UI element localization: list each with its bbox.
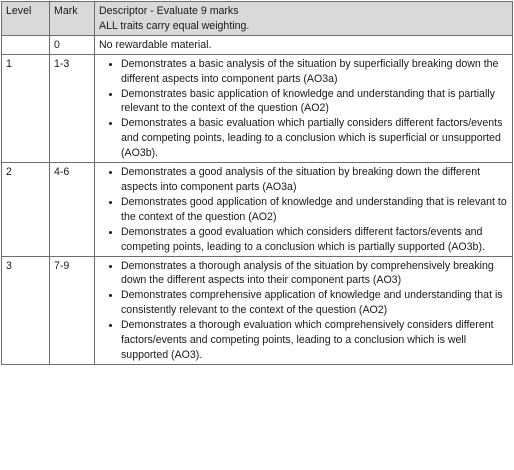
level-cell <box>2 35 50 54</box>
descriptor-bullets <box>99 259 508 363</box>
header-descriptor <box>95 2 513 36</box>
header-mark: Mark <box>50 2 95 36</box>
table-row <box>2 35 513 54</box>
mark-scheme-table <box>1 1 513 365</box>
level-cell: 2 <box>2 163 50 256</box>
mark-cell: 4-6 <box>50 163 95 256</box>
level-cell: 1 <box>2 54 50 162</box>
list-item: • Demonstrates good application of knowledge and understanding that is relevant to the context of the question (AO2) <box>121 195 508 225</box>
list-item: • Demonstrates a good evaluation which considers different factors/events and competing points, leading to a conclusion which is partially supported (AO3b). <box>121 225 508 255</box>
list-item: • Demonstrates a thorough evaluation which comprehensively considers different factors/events and competing points, leading to a conclusion which is well supported (AO3). <box>121 318 508 363</box>
header-level: Level <box>2 2 50 36</box>
list-item: • Demonstrates basic application of knowledge and understanding that is partially relevant to the context of the question (AO2) <box>121 87 508 117</box>
descriptor-bullets <box>99 165 508 254</box>
table-row <box>2 54 513 162</box>
descriptor-cell: No rewardable material. <box>95 35 513 54</box>
descriptor-cell <box>95 163 513 256</box>
level-cell: 3 <box>2 256 50 364</box>
descriptor-title: Descriptor - Evaluate 9 marks <box>99 5 239 17</box>
table-row <box>2 163 513 256</box>
mark-cell: 0 <box>50 35 95 54</box>
list-item: • Demonstrates a good analysis of the situation by breaking down the different aspects into component parts (AO3a) <box>121 165 508 195</box>
table-row <box>2 256 513 364</box>
list-item: • Demonstrates a thorough analysis of the situation by comprehensively breaking down the different aspects into their component parts (AO3) <box>121 259 508 289</box>
list-item: • Demonstrates a basic evaluation which partially considers different factors/events and competing points, leading to a conclusion which is superficial or unsupported (AO3b). <box>121 116 508 161</box>
descriptor-note: ALL traits carry equal weighting. <box>99 19 250 32</box>
list-item: • Demonstrates comprehensive application of knowledge and understanding that is consistently relevant to the context of the question (AO2) <box>121 288 508 318</box>
descriptor-cell <box>95 54 513 162</box>
descriptor-cell <box>95 256 513 364</box>
list-item: • Demonstrates a basic analysis of the situation by superficially breaking down the different aspects into component parts (AO3a) <box>121 57 508 87</box>
mark-cell: 1-3 <box>50 54 95 162</box>
table-header-row <box>2 2 513 36</box>
mark-cell: 7-9 <box>50 256 95 364</box>
descriptor-bullets <box>99 57 508 161</box>
